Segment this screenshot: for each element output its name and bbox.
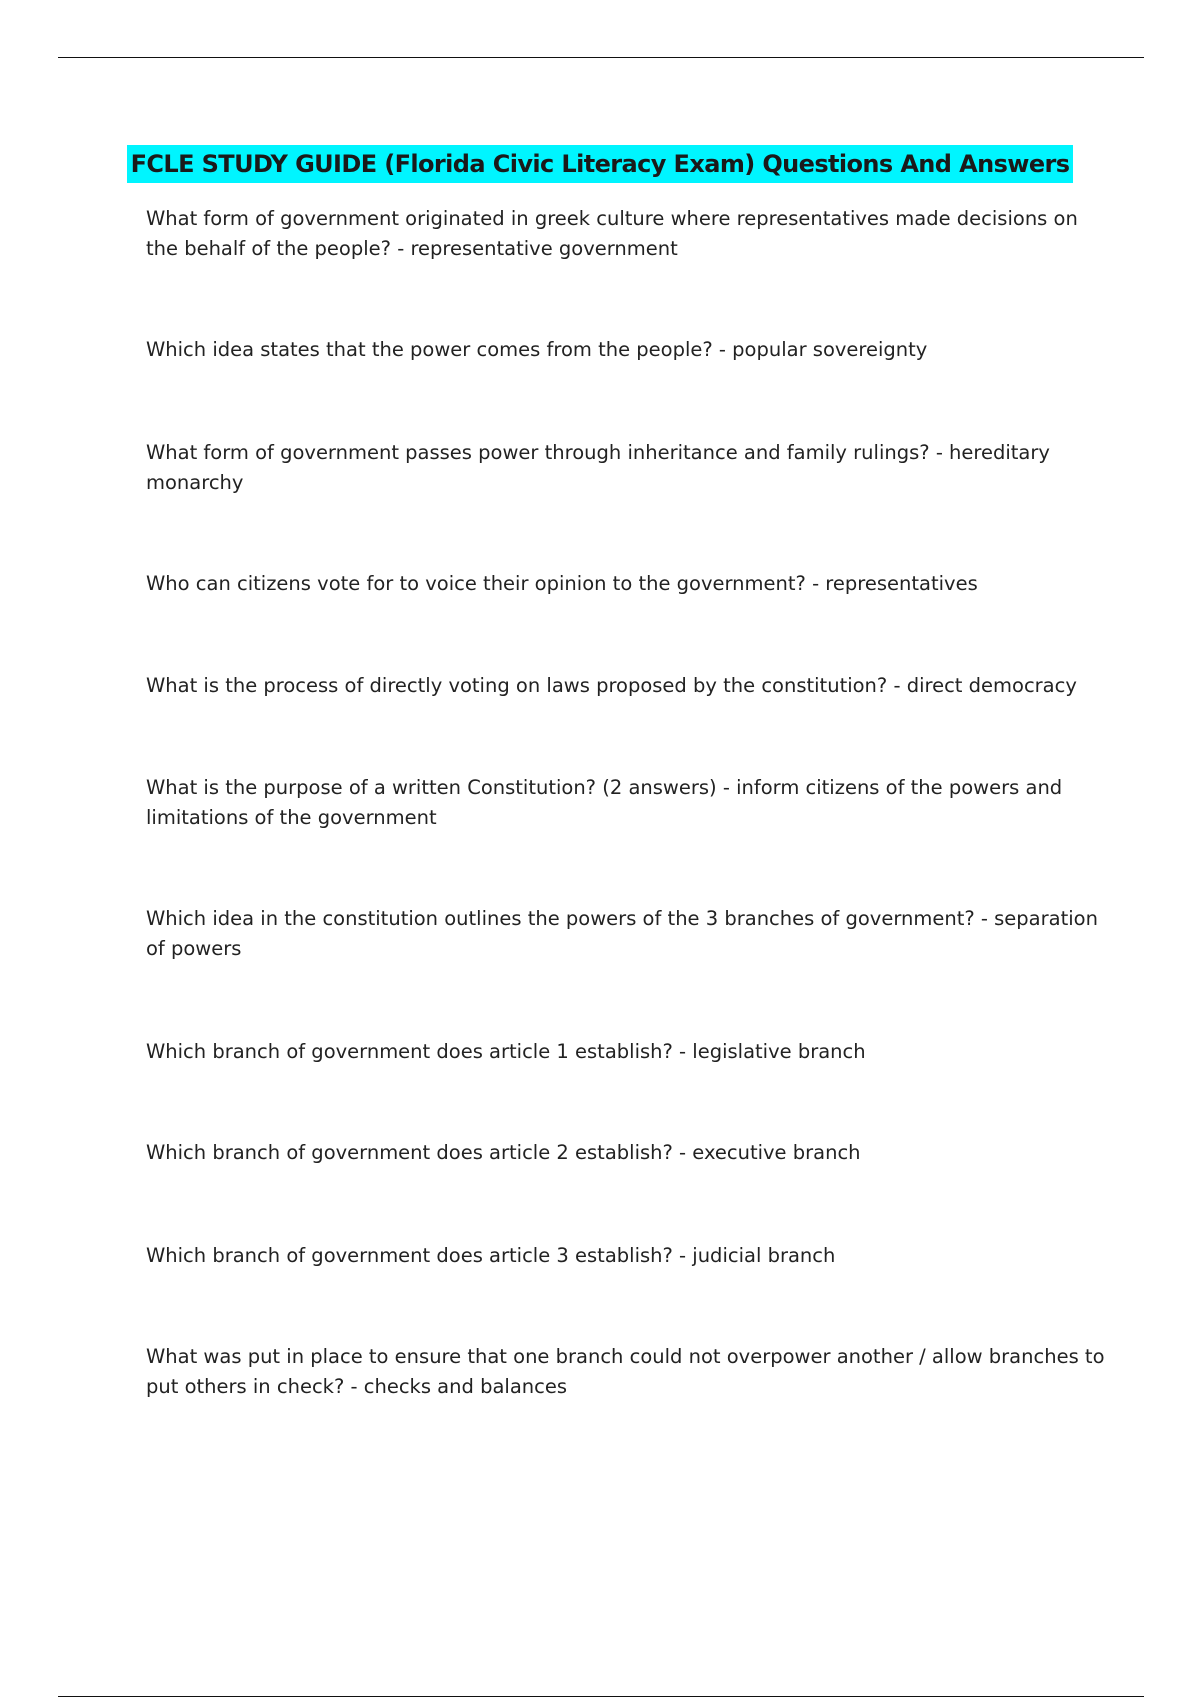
qa-item-9: Which branch of government does article 2 establish? - executive branch xyxy=(146,1141,861,1164)
qa-item-7: Which idea in the constitution outlines the powers of the 3 branches of government? - separation of powers xyxy=(146,907,1098,960)
qa-item-4: Who can citizens vote for to voice their opinion to the government? - representatives xyxy=(146,572,978,595)
qa-item-11: What was put in place to ensure that one branch could not overpower another / allow branches to put others in check? - checks and balances xyxy=(146,1345,1105,1398)
qa-item-10: Which branch of government does article 3 establish? - judicial branch xyxy=(146,1244,836,1267)
title-container xyxy=(0,145,1200,183)
qa-item-1: What form of government originated in greek culture where representatives made decisions on the behalf of the people? - representative government xyxy=(146,207,1078,260)
qa-item-2: Which idea states that the power comes from the people? - popular sovereignty xyxy=(146,338,928,361)
document-title: FCLE STUDY GUIDE (Florida Civic Literacy Exam) Questions And Answers xyxy=(127,145,1074,183)
qa-item-3: What form of government passes power through inheritance and family rulings? - hereditary monarchy xyxy=(146,441,1050,494)
qa-item-6: What is the purpose of a written Constitution? (2 answers) - inform citizens of the powers and limitations of the government xyxy=(146,776,1063,829)
qa-item-8: Which branch of government does article 1 establish? - legislative branch xyxy=(146,1040,866,1063)
top-rule xyxy=(58,57,1144,58)
qa-item-5: What is the process of directly voting on laws proposed by the constitution? - direct democracy xyxy=(146,674,1077,697)
bottom-rule xyxy=(58,1696,1144,1697)
